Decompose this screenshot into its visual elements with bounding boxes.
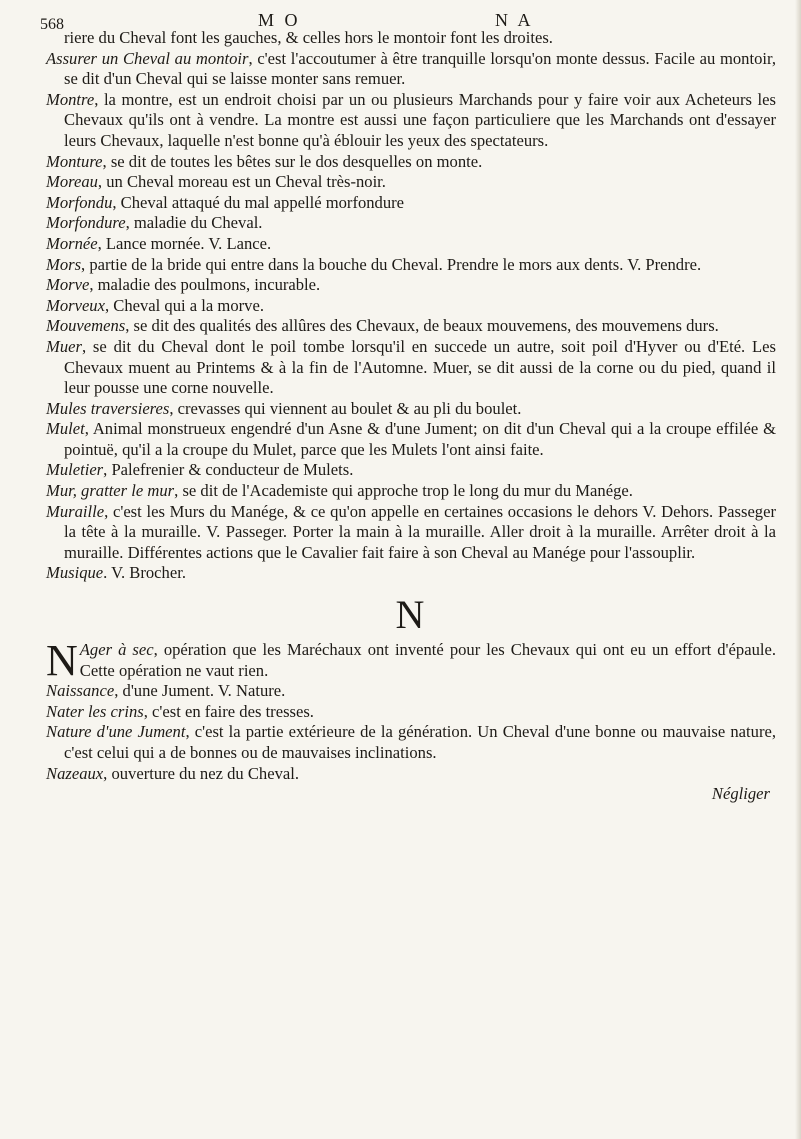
dictionary-entry: Mornée, Lance mornée. V. Lance. [46, 233, 272, 253]
page-body [46, 28, 776, 805]
dictionary-entry: Moreau, un Cheval moreau est un Cheval très-noir. [46, 172, 386, 192]
dictionary-entry: Nater les crins, c'est en faire des tresses. [46, 701, 314, 721]
dictionary-entry: Monture, se dit de toutes les bêtes sur le dos desquelles on monte. [46, 151, 483, 171]
dictionary-entry: Muer, se dit du Cheval dont le poil tombe lorsqu'il en succede un autre, soit poil d'Hyver ou d'Eté. Les Chevaux muent au Printems & à la fin de l'Automne. Muer, se dit aussi de la corne ou du pied, quand il leur pousse une corne nouvelle. [46, 336, 776, 398]
page-edge [795, 0, 801, 1139]
dictionary-entry: Morfondure, maladie du Cheval. [46, 213, 263, 233]
dictionary-entry: N Ager à sec, opération que les Maréchaux ont inventé pour les Chevaux qui ont eu un effort d'épaule. Cette opération ne vaut rien. [46, 636, 776, 686]
dictionary-entry: Assurer un Cheval au montoir, c'est l'accoutumer à être tranquille lorsqu'on monte dessus. Facile au montoir, se dit d'un Cheval qui se laisse monter sans remuer. [46, 48, 776, 89]
dictionary-entry: Nazeaux, ouverture du nez du Cheval. [46, 763, 299, 783]
dictionary-entry: Muraille, c'est les Murs du Manége, & ce qu'on appelle en certaines occasions le dehors V. Dehors. Passeger la tête à la muraille. V. Passeger. Porter la main à la muraille. Aller droit à la muraille. Arrêter droit à la muraille. Différentes actions que le Cavalier fait faire à son Cheval au Manége pour l'assouplir. [46, 501, 776, 562]
section-letter: N [395, 592, 427, 638]
page-number: 568 [40, 16, 64, 33]
dictionary-entry: Mulet, Animal monstrueux engendré d'un Asne & d'une Jument; on dit d'un Cheval qui a la croupe effilée & pointuë, qu'il a la croupe du Mulet, parce que les Mulets l'ont ainsi faite. [46, 419, 776, 459]
dictionary-entry: Mur, gratter le mur, se dit de l'Academiste qui approche trop le long du mur du Manége. [46, 481, 633, 501]
dictionary-entry: Naissance, d'une Jument. V. Nature. [46, 681, 286, 701]
dictionary-entry: Mouvemens, se dit des qualités des allûres des Chevaux, de beaux mouvemens, des mouvemens durs. [46, 316, 719, 336]
dictionary-entry: Mules traversieres, crevasses qui viennent au boulet & au pli du boulet. [46, 398, 522, 418]
dictionary-entry: Musique. V. Brocher. [46, 563, 186, 583]
dictionary-entry: Morveux, Cheval qui a la morve. [46, 295, 264, 315]
catchword: Négliger [711, 784, 770, 804]
dictionary-entry: Morve, maladie des poulmons, incurable. [46, 275, 321, 295]
running-head-right: N A [495, 10, 534, 30]
dictionary-entry: Mors, partie de la bride qui entre dans la bouche du Cheval. Prendre le mors aux dents. V. Prendre. [46, 254, 702, 274]
drop-cap: N [46, 636, 78, 686]
dictionary-entry: Morfondu, Cheval attaqué du mal appellé morfondure [46, 192, 405, 212]
dictionary-entry: Muletier, Palefrenier & conducteur de Mulets. [46, 460, 354, 480]
dictionary-entry: Montre, la montre, est un endroit choisi par un ou plusieurs Marchands pour y faire voir aux Acheteurs les Chevaux qu'ils ont à vendre. La montre est aussi une façon particuliere que les Marchands ont d'essayer leurs Chevaux, laquelle n'est bonne qu'à éblouir les yeux des spectateurs. [46, 89, 776, 150]
entry-continuation: riere du Cheval font les gauches, & celles hors le montoir font les droites. [64, 28, 553, 47]
running-head-left: M O [258, 10, 301, 30]
dictionary-entry: Nature d'une Jument, c'est la partie extérieure de la génération. Un Cheval d'une bonne ou mauvaise nature, c'est celui qui a de bonnes ou de mauvaises inclinations. [46, 722, 776, 762]
